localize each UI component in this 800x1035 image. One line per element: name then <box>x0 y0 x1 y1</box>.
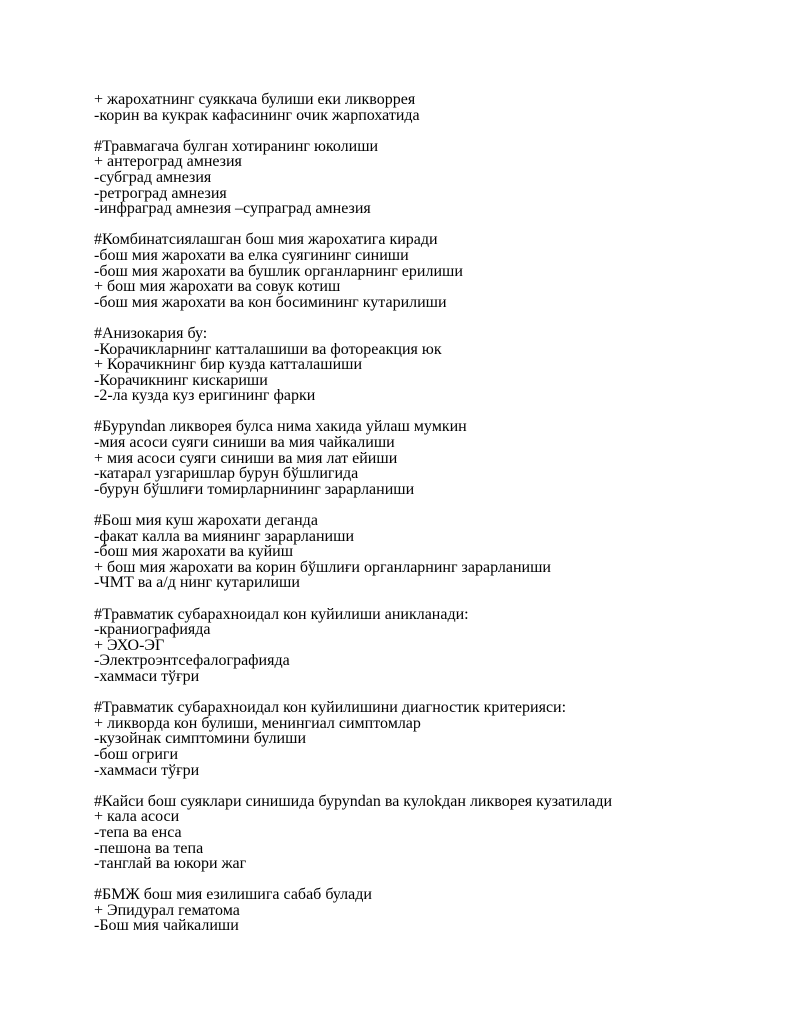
question-block-6 <box>94 513 774 591</box>
answer-option: -ретроград амнезия <box>94 184 227 202</box>
question-block-5 <box>94 419 774 497</box>
answer-option: -катарал узгаришлар бурун бўшлигида <box>94 465 359 483</box>
answer-option: -бурун бўшлиғи томирларнининг зарарланиши <box>94 480 415 498</box>
answer-option: -Электроэнтсефалографияда <box>94 652 290 670</box>
question-block-10 <box>94 887 774 934</box>
answer-correct: + жарохатнинг суяккача булиши еки ликворрея <box>94 91 416 108</box>
answer-option: -хаммаси тўғри <box>94 761 200 779</box>
answer-option: -Корачикларнинг катталашиши ва фотореакция юк <box>94 340 442 358</box>
answer-option: -Бош мия чайкалиши <box>94 917 239 935</box>
answer-option: -2-ла кузда куз еригининг фарки <box>94 387 316 405</box>
answer-option: -краниографияда <box>94 621 211 639</box>
question-text: #Бош мия куш жарохати деганда <box>94 512 318 530</box>
answer-correct: + антероград амнезия <box>94 153 242 171</box>
answer-option: -бош мия жарохати ва елка суягининг синиши <box>94 246 409 264</box>
answer-option: -бош огриги <box>94 745 179 763</box>
answer-option: -факат калла ва миянинг зарарланиши <box>94 527 354 545</box>
answer-correct: + ЭХО-ЭГ <box>94 636 165 654</box>
answer-correct: + Эпидурал гематома <box>94 901 240 919</box>
answer-option: -бош мия жарохати ва бушлик органларнинг ерилиши <box>94 262 463 280</box>
answer-option: -пешона ва тепа <box>94 839 204 857</box>
question-text: #БМЖ бош мия езилишига сабаб булади <box>94 886 372 904</box>
question-text: #Травматик субарахноидал кон куйилишини диагностик критерияси: <box>94 699 567 717</box>
question-block-2 <box>94 139 774 217</box>
answer-option: -ЧМТ ва а/д нинг кутарилиши <box>94 574 300 592</box>
answer-correct: + бош мия жарохати ва корин бўшлиғи органларнинг зарарланиши <box>94 558 551 576</box>
answer-option: -бош мия жарохати ва кон босимининг кутарилиши <box>94 293 447 311</box>
answer-option: -мия асоси суяги синиши ва мия чайкалиши <box>94 434 395 452</box>
question-text: #Буруndan ликворея булса нима хакида уйлаш мумкин <box>94 418 467 436</box>
answer-option: -субград амнезия <box>94 168 212 186</box>
question-text: #Кайси бош суяклари синишида буруndan ва кулоkдан ликворея кузатилади <box>94 792 613 810</box>
answer-option: -инфраград амнезия –супраград амнезия <box>94 200 371 218</box>
answer-option: -Корачикнинг кискариши <box>94 371 268 389</box>
question-block-3 <box>94 232 774 310</box>
answer-option: -хаммаси тўғри <box>94 667 200 685</box>
answer-option: -бош мия жарохати ва куйиш <box>94 543 294 561</box>
question-text: #Комбинатсиялашган бош мия жарохатига киради <box>94 231 438 249</box>
answer-correct: + кала асоси <box>94 808 180 826</box>
answer-correct: + Корачикнинг бир кузда катталашиши <box>94 356 363 374</box>
question-block-8 <box>94 700 774 778</box>
answer-option: -тепа ва енса <box>94 823 182 841</box>
answer-option: -танглай ва юкори жаг <box>94 855 247 873</box>
answer-correct: + мия асоси суяги синиши ва мия лат ейиши <box>94 449 398 467</box>
answer-option: -кузойнак симптомини булиши <box>94 730 306 748</box>
question-text: #Травмагача булган хотиранинг юколиши <box>94 137 379 155</box>
question-block-9 <box>94 794 774 872</box>
question-block-1 <box>94 92 774 123</box>
document-page <box>94 92 774 950</box>
question-block-4 <box>94 326 774 404</box>
answer-correct: + бош мия жарохати ва совук котиш <box>94 278 341 296</box>
question-block-7 <box>94 607 774 685</box>
question-text: #Травматик субарахноидал кон куйилиши аникланади: <box>94 605 469 623</box>
answer-option: -корин ва кукрак кафасининг очик жарпохатида <box>94 106 420 124</box>
answer-correct: + ликворда кон булиши, менингиал симптомлар <box>94 714 421 732</box>
question-text: #Анизокария бу: <box>94 324 208 342</box>
